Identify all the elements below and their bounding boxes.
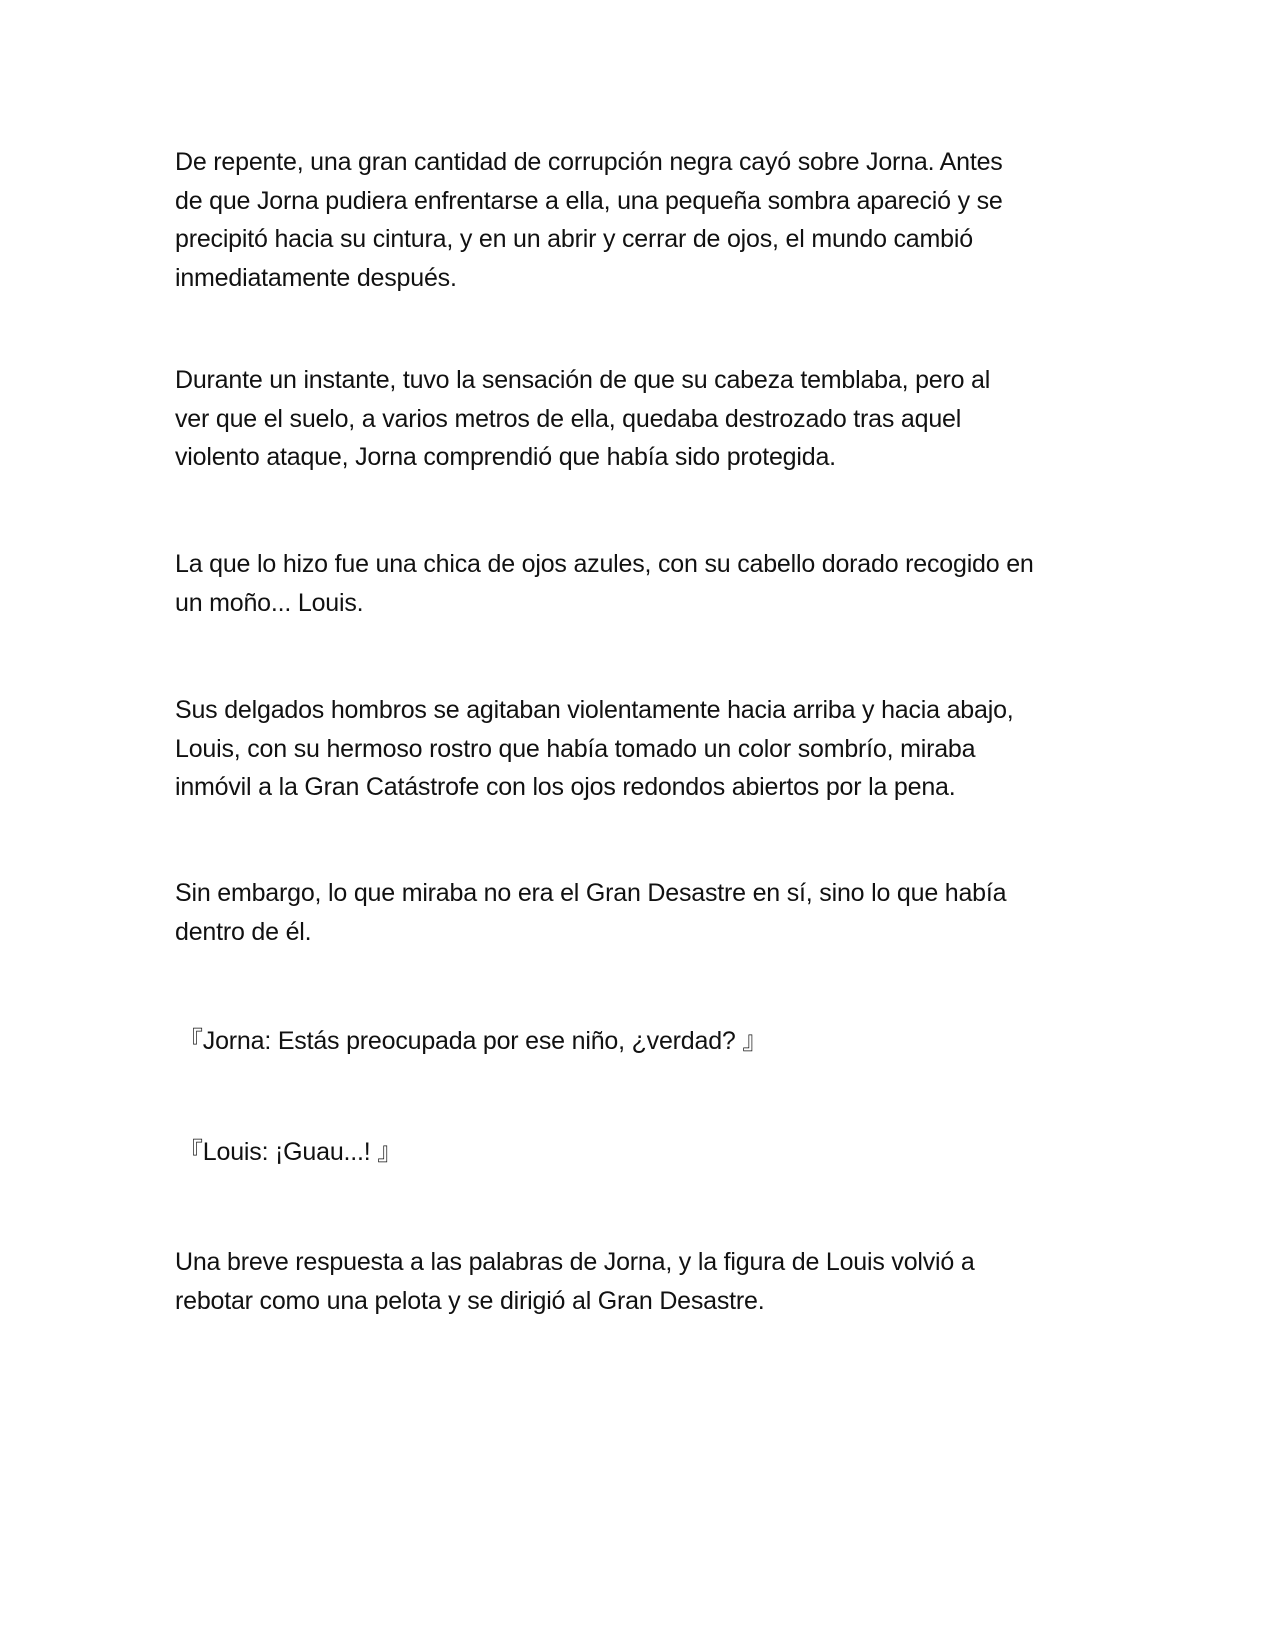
paragraph-line: La que lo hizo fue una chica de ojos azules, con su cabello dorado recogido en: [175, 550, 1034, 578]
dialogue-jorna: [178, 1022, 1108, 1061]
paragraph-2: [175, 361, 1105, 477]
paragraph-line: precipitó hacia su cintura, y en un abrir y cerrar de ojos, el mundo cambió: [175, 225, 973, 253]
paragraph-line: Sin embargo, lo que miraba no era el Gran Desastre en sí, sino lo que había: [175, 879, 1007, 907]
paragraph-line: rebotar como una pelota y se dirigió al Gran Desastre.: [175, 1286, 765, 1315]
paragraph-line: De repente, una gran cantidad de corrupción negra cayó sobre Jorna. Antes: [175, 148, 1003, 176]
paragraph-1: [175, 143, 1105, 297]
paragraph-line: violento ataque, Jorna comprendió que había sido protegida.: [175, 443, 836, 471]
paragraph-line: Una breve respuesta a las palabras de Jorna, y la figura de Louis volvió a: [175, 1248, 975, 1276]
paragraph-4: [175, 691, 1105, 807]
paragraph-6: [175, 1243, 1105, 1320]
paragraph-3: [175, 545, 1105, 622]
dialogue-line: 『Jorna: Estás preocupada por ese niño, ¿verdad? 』: [178, 1027, 768, 1055]
dialogue-line: 『Louis: ¡Guau...! 』: [178, 1138, 403, 1166]
paragraph-line: Louis, con su hermoso rostro que había tomado un color sombrío, miraba: [175, 734, 976, 763]
paragraph-line: ver que el suelo, a varios metros de ella, quedaba destrozado tras aquel: [175, 404, 962, 433]
paragraph-line: Sus delgados hombros se agitaban violentamente hacia arriba y hacia abajo,: [175, 696, 1014, 724]
dialogue-louis: [178, 1133, 1108, 1172]
paragraph-line: de que Jorna pudiera enfrentarse a ella, una pequeña sombra apareció y se: [175, 186, 1003, 215]
paragraph-line: Durante un instante, tuvo la sensación de que su cabeza temblaba, pero al: [175, 366, 991, 394]
paragraph-line: inmediatamente después.: [175, 263, 457, 292]
paragraph-line: inmóvil a la Gran Catástrofe con los ojos redondos abiertos por la pena.: [175, 773, 956, 801]
paragraph-line: dentro de él.: [175, 917, 312, 946]
paragraph-5: [175, 874, 1105, 951]
paragraph-line: un moño... Louis.: [175, 588, 364, 617]
